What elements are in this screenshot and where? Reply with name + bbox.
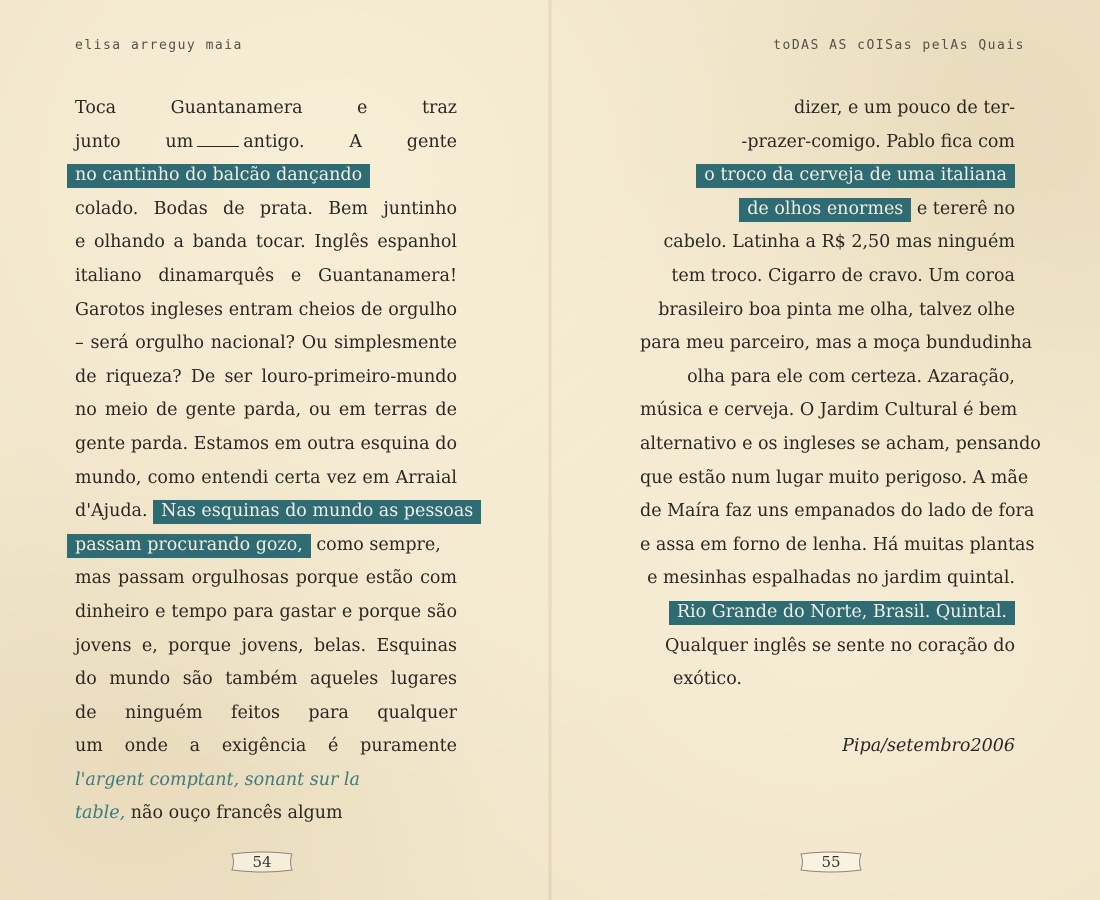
text-line: brasileiro boa pinta me olha, talvez olhe — [658, 299, 1015, 320]
text-line: italiano dinamarquês e Guantanamera! — [75, 265, 457, 286]
highlighted-text: Rio Grande do Norte, Brasil. Quintal. — [669, 601, 1015, 625]
text-line: olha para ele com certeza. Azaração, — [687, 366, 1015, 387]
text-line: table, não ouço francês algum — [75, 803, 343, 824]
text-line: jovens e, porque jovens, belas. Esquinas — [75, 635, 457, 656]
text-line: alternativo e os ingleses se acham, pensando — [640, 433, 1041, 454]
text-line: para meu parceiro, mas a moça bundudinha — [640, 333, 1033, 354]
highlighted-text: Nas esquinas do mundo as pessoas — [153, 500, 481, 524]
running-head-title: toDAS AS cOISas pelAs Quais — [773, 38, 1025, 53]
text-line: colado. Bodas de prata. Bem juntinho — [75, 198, 457, 219]
text-line: Qualquer inglês se sente no coração do — [664, 635, 1015, 656]
text-line — [75, 159, 457, 193]
text-line: um onde a exigência é puramente — [75, 736, 457, 757]
highlighted-text: passam procurando gozo, — [67, 534, 311, 558]
text-line: que estão num lugar muito perigoso. A mãe — [640, 467, 1029, 488]
text-line: e olhando a banda tocar. Inglês espanhol — [75, 232, 457, 253]
page-number-right — [797, 848, 865, 876]
text-line: de olhos enormes e tererê no — [640, 193, 1015, 227]
text-line: de ninguém feitos para qualquer — [75, 702, 457, 723]
text-line: -prazer-comigo. Pablo fica com — [741, 131, 1015, 152]
text-line — [640, 159, 1015, 193]
page-number-text: 55 — [821, 853, 841, 871]
page-number-left — [228, 848, 296, 876]
text-line: mundo, como entendi certa vez em Arraial — [75, 467, 457, 488]
text-line: d'Ajuda. Nas esquinas do mundo as pessoas — [75, 495, 457, 529]
right-page-text — [640, 92, 1041, 764]
text-line: gente parda. Estamos em outra esquina do — [75, 433, 457, 454]
running-head-author: elisa arreguy maia — [75, 38, 243, 53]
highlighted-text: de olhos enormes — [739, 198, 911, 222]
text-line: mas passam orgulhosas porque estão com — [75, 568, 457, 589]
italic-french-text: l'argent comptant, sonant sur la — [75, 769, 360, 790]
italic-french-text: table, — [75, 803, 126, 824]
text-line: de Maíra faz uns empanados do lado de fora — [640, 501, 1035, 522]
blank-line — [197, 132, 239, 147]
book-gutter — [548, 0, 552, 900]
text-line — [640, 596, 1015, 630]
highlighted-text: o troco da cerveja de uma italiana — [696, 164, 1015, 188]
text-line: e mesinhas espalhadas no jardim quintal. — [647, 568, 1015, 589]
text-line — [640, 697, 1015, 731]
text-line: passam procurando gozo, como sempre, — [75, 529, 457, 563]
left-page-text — [75, 92, 474, 831]
text-line: Garotos ingleses entram cheios de orgulho — [75, 299, 457, 320]
text-line: do mundo são também aqueles lugares — [75, 669, 457, 690]
text-line: dinheiro e tempo para gastar e porque são — [75, 601, 457, 622]
text-line: – será orgulho nacional? Ou simplesmente — [75, 333, 457, 354]
text-line: tem troco. Cigarro de cravo. Um coroa — [671, 265, 1015, 286]
text-line: dizer, e um pouco de ter- — [794, 98, 1015, 118]
text-line — [75, 764, 457, 798]
text-line: e assa em forno de lenha. Há muitas plantas — [640, 534, 1035, 555]
text-line: de riqueza? De ser louro-primeiro-mundo — [75, 366, 457, 387]
signature-place-date: Pipa/setembro2006 — [842, 736, 1015, 757]
highlighted-text: no cantinho do balcão dançando — [67, 164, 370, 188]
text-line: música e cerveja. O Jardim Cultural é bem — [640, 400, 1018, 421]
page-number-text: 54 — [252, 853, 272, 871]
text-line: cabelo. Latinha a R$ 2,50 mas ninguém — [663, 232, 1015, 253]
text-line: exótico. — [673, 669, 742, 690]
text-line: no meio de gente parda, ou em terras de — [75, 400, 457, 421]
text-line: Toca Guantanamera e traz — [75, 98, 457, 118]
text-line: junto um antigo. A gente — [75, 131, 458, 152]
